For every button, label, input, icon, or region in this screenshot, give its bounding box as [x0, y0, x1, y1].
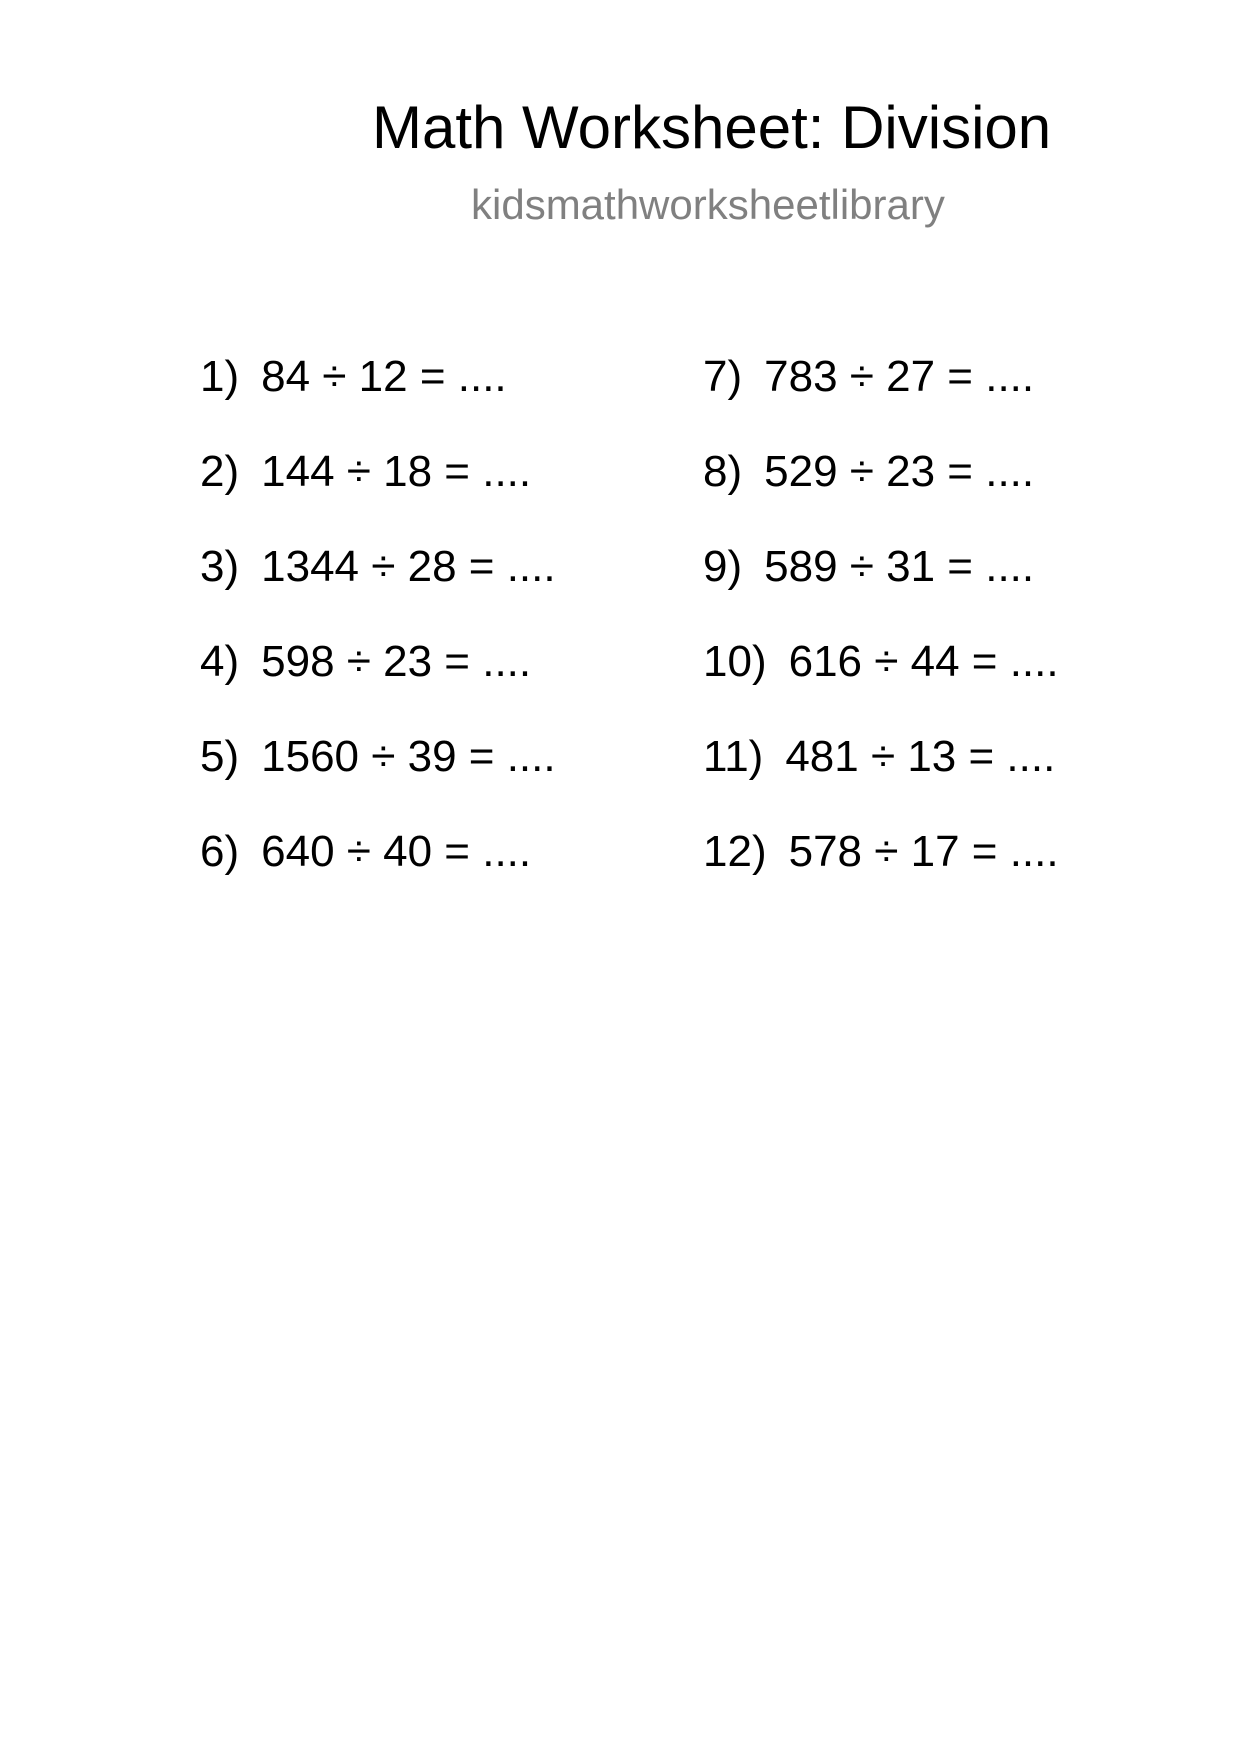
problem-item — [200, 447, 556, 545]
page-subtitle: kidsmathworksheetlibrary — [471, 181, 945, 228]
problem-item — [200, 732, 556, 830]
problem-number: 4) — [200, 637, 240, 686]
problem-item — [200, 827, 556, 925]
problem-expression: 616 ÷ 44 = .... — [788, 637, 1059, 686]
problem-number: 7) — [703, 352, 743, 401]
problem-item — [200, 637, 556, 735]
problem-expression: 481 ÷ 13 = .... — [785, 732, 1056, 781]
problem-number: 1) — [200, 352, 240, 401]
problem-expression: 144 ÷ 18 = .... — [261, 447, 532, 496]
problem-number: 5) — [200, 732, 240, 781]
problem-number: 8) — [703, 447, 743, 496]
problem-list-right — [703, 352, 1059, 925]
problem-number: 11) — [703, 732, 764, 781]
problem-number: 9) — [703, 542, 743, 591]
problem-expression: 1560 ÷ 39 = .... — [261, 732, 556, 781]
problem-expression: 598 ÷ 23 = .... — [261, 637, 532, 686]
problem-expression: 783 ÷ 27 = .... — [764, 352, 1035, 401]
problem-item — [703, 732, 1059, 830]
problem-item — [703, 637, 1059, 735]
problem-item — [200, 542, 556, 640]
problem-expression: 84 ÷ 12 = .... — [261, 352, 507, 401]
worksheet-header — [0, 0, 1240, 260]
problem-item — [703, 447, 1059, 545]
problem-item — [703, 542, 1059, 640]
problem-expression: 529 ÷ 23 = .... — [764, 447, 1035, 496]
problem-number: 10) — [703, 637, 767, 686]
problem-item — [703, 352, 1059, 450]
problem-expression: 589 ÷ 31 = .... — [764, 542, 1035, 591]
problem-number: 2) — [200, 447, 240, 496]
problem-list-left — [200, 352, 556, 925]
problem-expression: 1344 ÷ 28 = .... — [261, 542, 556, 591]
problem-number: 12) — [703, 827, 767, 876]
problem-expression: 578 ÷ 17 = .... — [788, 827, 1059, 876]
problem-expression: 640 ÷ 40 = .... — [261, 827, 532, 876]
problem-item — [703, 827, 1059, 925]
problem-number: 6) — [200, 827, 240, 876]
page-title: Math Worksheet: Division — [372, 94, 1052, 161]
problem-item — [200, 352, 556, 450]
problem-number: 3) — [200, 542, 240, 591]
